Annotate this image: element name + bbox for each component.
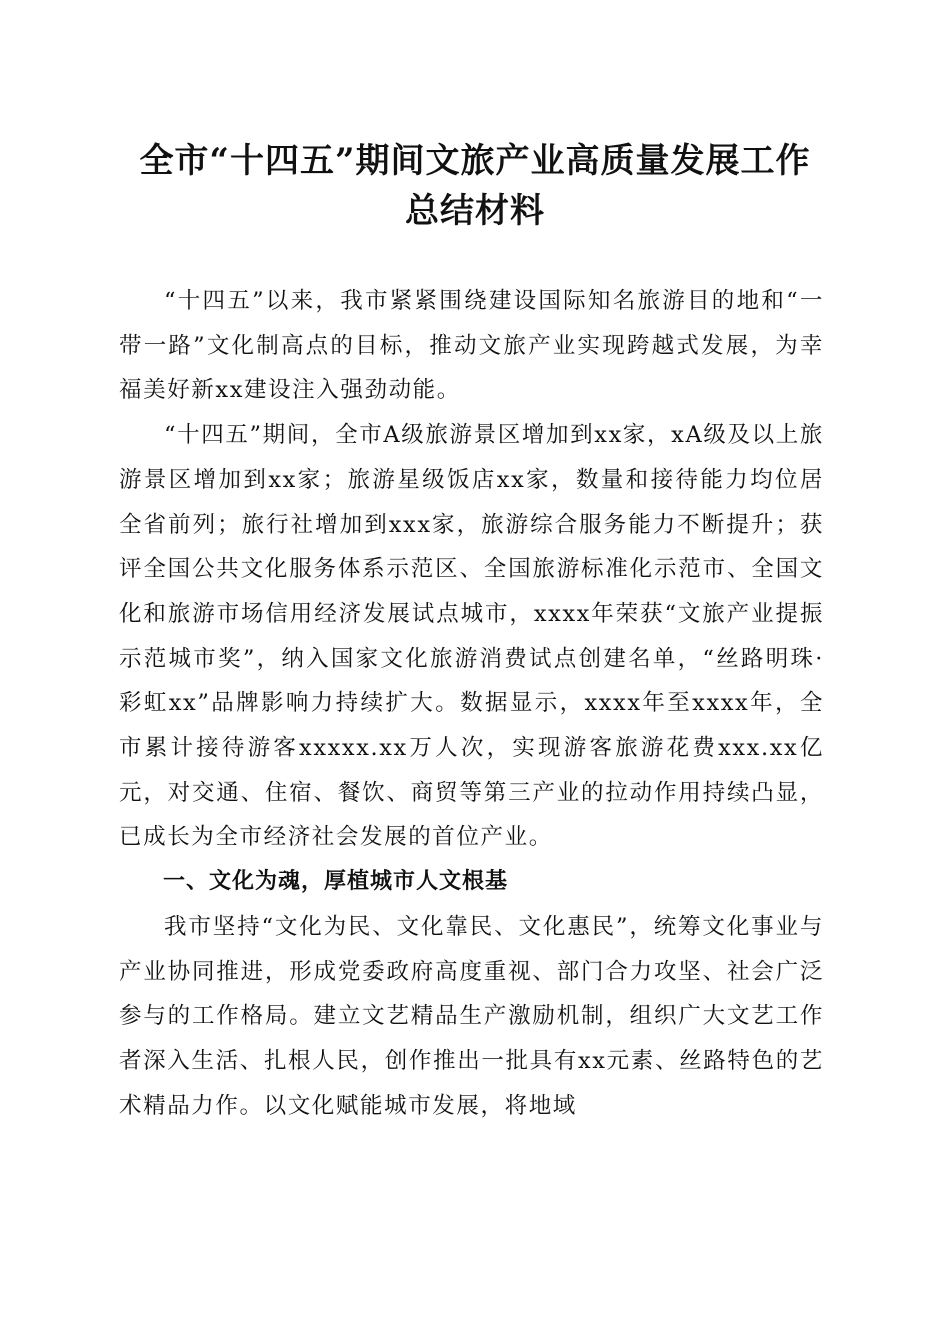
section-1-paragraph: 我市坚持“文化为民、文化靠民、文化惠民”，统筹文化事业与产业协同推进，形成党委政府高度重视、部门合力攻坚、社会广泛参与的工作格局。建立文艺精品生产激励机制，组织广大文艺工作者深入生活、扎根人民，创作推出一批具有xx元素、丝路特色的艺术精品力作。以文化赋能城市发展，将地域 [119, 913, 824, 1119]
intro-paragraph: “十四五”以来，我市紧紧围绕建设国际知名旅游目的地和“一带一路”文化制高点的目标，推动文旅产业实现跨越式发展，为幸福美好新xx建设注入强劲动能。 [119, 288, 824, 404]
document-body [119, 279, 824, 1128]
title-line-2: 总结材料 [405, 191, 545, 231]
section-heading-1: 一、文化为魂，厚植城市人文根基 [163, 869, 509, 895]
title-line-1: 全市“十四五”期间文旅产业高质量发展工作 [139, 141, 811, 181]
achievements-paragraph: “十四五”期间，全市A级旅游景区增加到xx家，xA级及以上旅游景区增加到xx家；旅游星级饭店xx家，数量和接待能力均位居全省前列；旅行社增加到xxx家，旅游综合服务能力不断提升；获评全国公共文化服务体系示范区、全国旅游标准化示范市、全国文化和旅游市场信用经济发展试点城市，xxxx年荣获“文旅产业提振示范城市奖”，纳入国家文化旅游消费试点创建名单，“丝路明珠·彩虹xx”品牌影响力持续扩大。数据显示，xxxx年至xxxx年，全市累计接待游客xxxxx.xx万人次，实现游客旅游花费xxx.xx亿元，对交通、住宿、餐饮、商贸等第三产业的拉动作用持续凸显，已成长为全市经济社会发展的首位产业。 [119, 422, 824, 851]
document-title [100, 136, 850, 236]
